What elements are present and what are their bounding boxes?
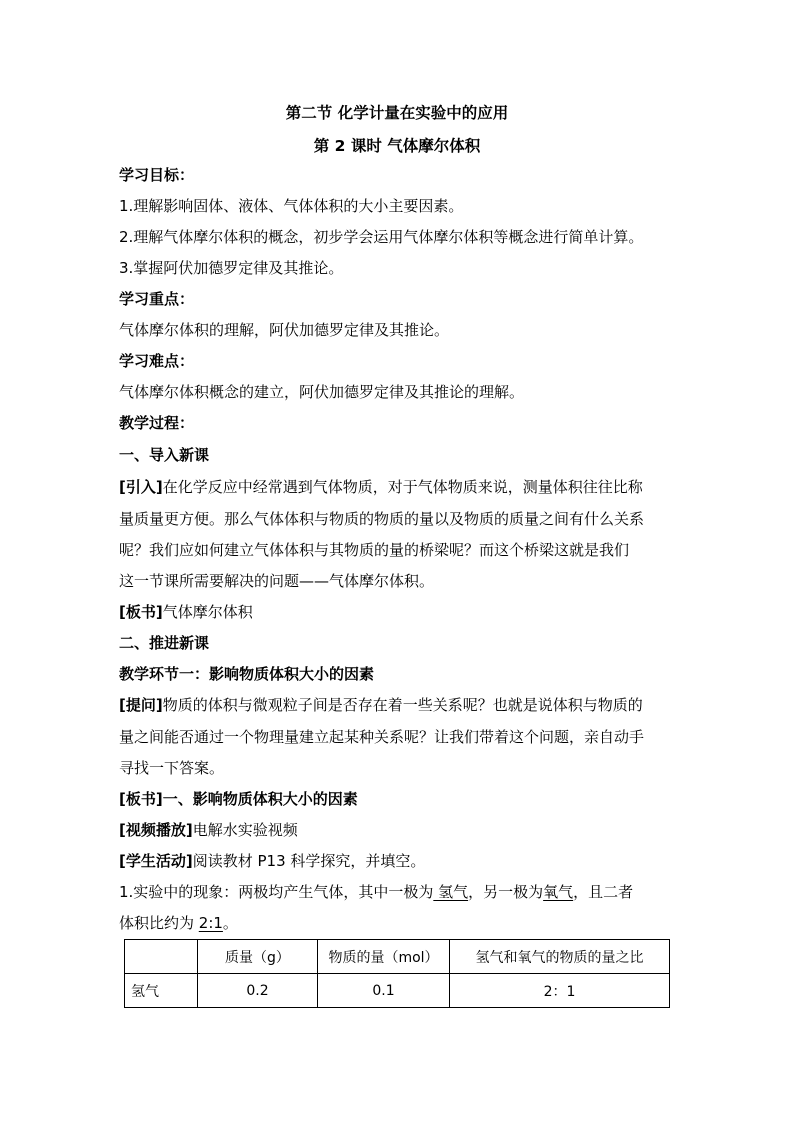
question-line: 量之间能否通过一个物理量建立起某种关系呢？让我们带着这个问题，亲自动手 — [119, 728, 645, 746]
experiment-text: ，且二者 — [573, 883, 634, 901]
table-header-cell: 物质的量（mol） — [318, 940, 450, 974]
intro-text: 在化学反应中经常遇到气体物质，对于气体物质来说，测量体积往往比称 — [162, 478, 643, 496]
board-tag: [板书] — [119, 603, 163, 621]
intro-line: 呢？我们应如何建立气体体积与其物质的量的桥梁呢？而这个桥梁这就是我们 — [119, 541, 630, 559]
experiment-fill-blank: 氢气 — [433, 883, 469, 901]
process-heading: 教学过程： — [119, 414, 195, 432]
difficulties-heading: 学习难点： — [119, 352, 195, 370]
table-cell: 氢气 — [125, 974, 198, 1008]
data-table — [124, 939, 670, 1008]
objective-item: 1.理解影响固体、液体、气体体积的大小主要因素。 — [119, 197, 464, 215]
experiment-text: 。 — [222, 914, 238, 932]
experiment-line — [119, 882, 679, 902]
video-text: 电解水实验视频 — [192, 821, 298, 839]
activity-tag: [学生活动] — [119, 852, 193, 870]
question-line — [119, 695, 679, 715]
experiment-text: 1.实验中的现象：两极均产生气体，其中一极为 — [119, 883, 434, 901]
lesson-title: 第 2 课时 气体摩尔体积 — [313, 137, 481, 155]
table-header-cell: 质量（g） — [198, 940, 318, 974]
difficulties-text: 气体摩尔体积概念的建立，阿伏加德罗定律及其推论的理解。 — [119, 383, 525, 401]
intro-line — [119, 477, 679, 497]
objectives-heading: 学习目标： — [119, 166, 195, 184]
video-line — [119, 820, 679, 840]
objective-item: 2.理解气体摩尔体积的概念，初步学会运用气体摩尔体积等概念进行简单计算。 — [119, 228, 644, 246]
segment1-heading: 教学环节一：影响物质体积大小的因素 — [119, 665, 375, 683]
table-header-row — [125, 940, 670, 974]
objective-item: 3.掌握阿伏加德罗定律及其推论。 — [119, 259, 344, 277]
board-text: 一、影响物质体积大小的因素 — [162, 790, 358, 808]
key-points-heading: 学习重点： — [119, 290, 195, 308]
experiment-text: 体积比约为 — [119, 914, 199, 932]
part1-heading: 一、导入新课 — [119, 446, 210, 464]
table-cell: 2：1 — [450, 974, 670, 1008]
experiment-fill-blank: 2:1 — [198, 914, 223, 932]
key-points-text: 气体摩尔体积的理解，阿伏加德罗定律及其推论。 — [119, 321, 450, 339]
question-tag: [提问] — [119, 696, 163, 714]
question-line: 寻找一下答案。 — [119, 759, 225, 777]
table-cell: 0.2 — [198, 974, 318, 1008]
intro-line: 这一节课所需要解决的问题——气体摩尔体积。 — [119, 572, 435, 590]
table-header-cell: 氢气和氧气的物质的量之比 — [450, 940, 670, 974]
board-note-2 — [119, 789, 679, 809]
part2-heading: 二、推进新课 — [119, 634, 210, 652]
activity-text: 阅读教材 P13 科学探究，并填空。 — [192, 852, 426, 870]
table-header-cell — [125, 940, 198, 974]
question-text: 物质的体积与微观粒子间是否存在着一些关系呢？也就是说体积与物质的 — [162, 696, 643, 714]
section-title: 第二节 化学计量在实验中的应用 — [285, 104, 509, 122]
intro-line: 量质量更方便。那么气体体积与物质的物质的量以及物质的质量之间有什么关系 — [119, 510, 645, 528]
experiment-fill-blank: 氧气 — [543, 883, 574, 901]
board-note-1 — [119, 602, 679, 622]
table-row — [125, 974, 670, 1008]
activity-line — [119, 851, 679, 871]
video-tag: [视频播放] — [119, 821, 193, 839]
board-tag: [板书] — [119, 790, 163, 808]
experiment-text: ，另一极为 — [468, 883, 544, 901]
experiment-line — [119, 913, 679, 933]
board-text: 气体摩尔体积 — [162, 603, 253, 621]
table-cell: 0.1 — [318, 974, 450, 1008]
intro-tag: [引入] — [119, 478, 163, 496]
